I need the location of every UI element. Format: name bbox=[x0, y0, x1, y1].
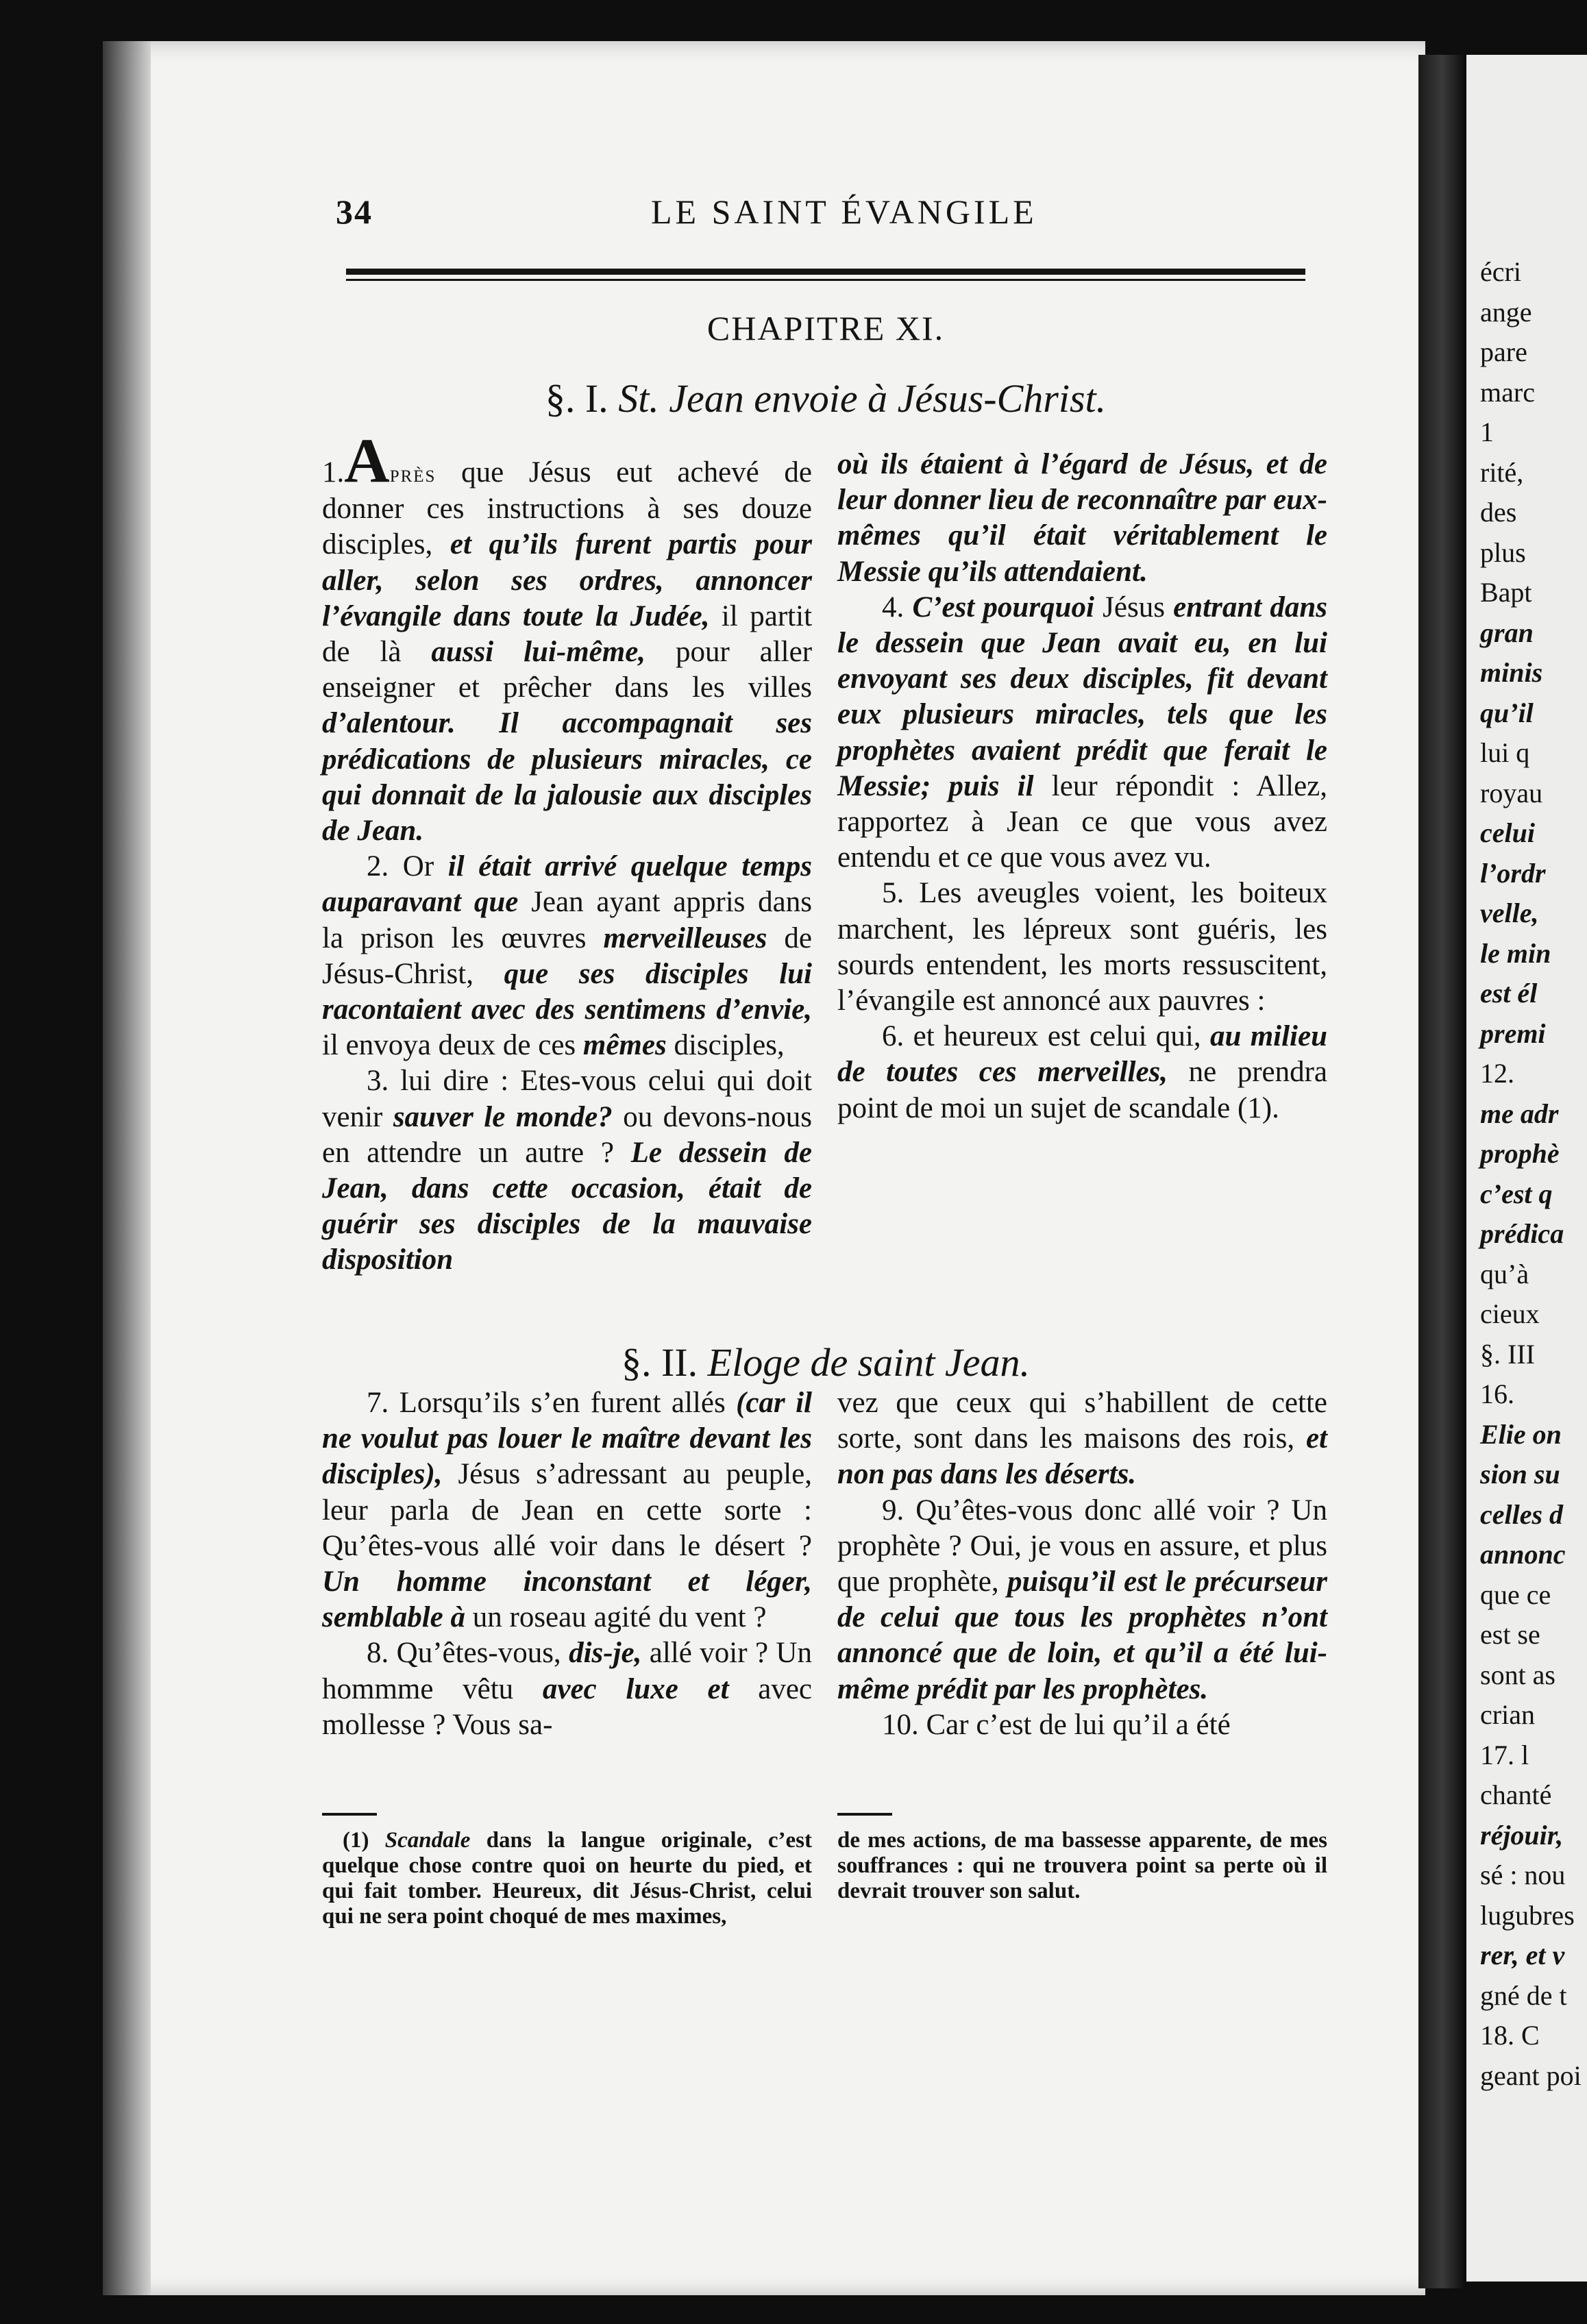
verse-8 bbox=[322, 1635, 812, 1743]
footnote-marker: (1) bbox=[343, 1828, 369, 1853]
verse-text: Jean ayant appris dans la prison les œuvres bbox=[322, 886, 812, 954]
footnote-left bbox=[322, 1828, 812, 1929]
page-fold-shadow bbox=[1418, 55, 1466, 2288]
facing-page-line: gran bbox=[1480, 617, 1534, 648]
facing-page-line: velle, bbox=[1480, 898, 1539, 928]
facing-page-line: réjouir, bbox=[1480, 1819, 1564, 1851]
verse-3-continued bbox=[837, 447, 1327, 590]
verse-text: 8. Qu’êtes-vous, bbox=[367, 1637, 561, 1670]
verse-8-continued bbox=[837, 1385, 1327, 1493]
verse-text: 10. Car c’est de lui qu’il a été bbox=[882, 1708, 1231, 1741]
verse-text: ou devons-nous en attendre un autre ? bbox=[322, 1100, 813, 1169]
verse-text: 9. Qu’êtes-vous donc allé voir ? Un prophète ? Oui, je vous en assure, et plus que prophète, bbox=[837, 1494, 1327, 1598]
facing-page-line: est se bbox=[1480, 1619, 1540, 1650]
header-rule-thin bbox=[346, 279, 1305, 281]
facing-page-line: qu’à bbox=[1480, 1258, 1529, 1289]
facing-page-line: 17. l bbox=[1480, 1739, 1529, 1770]
facing-page-line: écri bbox=[1480, 256, 1521, 287]
verse-text: il envoya deux de ces bbox=[322, 1029, 576, 1062]
section-heading-1 bbox=[346, 375, 1305, 421]
column-right-top bbox=[837, 447, 1327, 1126]
footnote-body: de mes actions, de ma bassesse apparente, de mes souffrances : qui ne trouvera point sa perte où il devrait trouver son salut. bbox=[837, 1828, 1327, 1903]
page-number: 34 bbox=[336, 193, 373, 231]
facing-page-line: des bbox=[1480, 497, 1517, 528]
facing-page-line: sé : nou bbox=[1480, 1859, 1566, 1890]
footnote-term: Scandale bbox=[384, 1828, 471, 1853]
verse-7 bbox=[322, 1385, 812, 1635]
verse-text: allé voir ? Un hommme vêtu bbox=[322, 1637, 812, 1705]
verse-text: 4. bbox=[882, 591, 905, 623]
verse-text: de Jésus-Christ, bbox=[322, 922, 812, 990]
column-left-top bbox=[322, 425, 813, 1278]
verse-text: il partit de là bbox=[322, 599, 813, 669]
facing-page-line: plus bbox=[1480, 536, 1526, 568]
verse-text: 5. Les aveugles voient, les boiteux marchent, les lépreux sont guéris, les sourds entendent, les morts ressuscitent, l’évangile est annoncé aux pauvres : bbox=[837, 877, 1327, 1017]
commentary-text: (car il ne voulut pas louer le maître devant les disciples), bbox=[322, 1387, 812, 1491]
verse-text: un roseau agité du vent ? bbox=[472, 1601, 767, 1634]
facing-page-line: rer, et v bbox=[1480, 1940, 1565, 1970]
commentary-text: aussi lui-même, bbox=[431, 636, 646, 669]
facing-page-line: gné de t bbox=[1480, 1979, 1567, 2011]
running-header bbox=[336, 192, 1309, 247]
verse-4 bbox=[837, 590, 1327, 876]
commentary-text: sauver le monde? bbox=[393, 1100, 613, 1133]
verse-10 bbox=[837, 1707, 1327, 1743]
section-title: Eloge de saint Jean. bbox=[707, 1340, 1030, 1385]
verse-text: 7. Lorsqu’ils s’en furent allés bbox=[367, 1387, 726, 1419]
commentary-text: que ses disciples lui racontaient avec des sentimens d’envie, bbox=[322, 957, 813, 1026]
facing-page-line: Bapt bbox=[1480, 577, 1532, 608]
verse-text: Jésus bbox=[1103, 591, 1165, 623]
facing-page-line: 16. bbox=[1480, 1379, 1514, 1409]
facing-page-line: §. III bbox=[1480, 1338, 1535, 1370]
commentary-text: C’est pourquoi bbox=[912, 591, 1094, 623]
column-right-bottom bbox=[837, 1385, 1327, 1743]
chapter-title: CHAPITRE XI. bbox=[706, 309, 945, 347]
facing-page-line: cieux bbox=[1480, 1298, 1540, 1329]
page-binding-shadow bbox=[103, 41, 151, 2295]
facing-page-line: chanté bbox=[1480, 1779, 1552, 1810]
facing-page-line: sont as bbox=[1480, 1659, 1555, 1690]
footnote-text bbox=[322, 1828, 812, 1929]
verse-1 bbox=[322, 425, 813, 849]
verse-2 bbox=[322, 849, 812, 1063]
commentary-text: merveilleuses bbox=[603, 922, 767, 954]
facing-page-line: celui bbox=[1480, 817, 1535, 848]
facing-page-line: lui q bbox=[1480, 737, 1530, 768]
verse-number: 1. bbox=[322, 456, 345, 489]
verse-5 bbox=[837, 876, 1327, 1019]
facing-page-line: le min bbox=[1480, 937, 1551, 969]
commentary-text: dis-je, bbox=[569, 1637, 642, 1670]
footnote-right bbox=[837, 1828, 1327, 1904]
small-caps-text: près bbox=[389, 460, 436, 487]
facing-page-line: 12. bbox=[1480, 1058, 1514, 1089]
verse-text: Jésus s’adressant au peuple, leur parla de Jean en cette sorte : Qu’êtes-vous allé voir dans le désert ? bbox=[322, 1458, 812, 1562]
facing-page-line: geant poi bbox=[1480, 2060, 1582, 2091]
verse-9 bbox=[837, 1493, 1327, 1707]
section-number: §. I. bbox=[545, 376, 608, 421]
commentary-text: et qu’ils furent partis pour aller, selon ses ordres, annoncer l’évangile dans toute la Judée, bbox=[322, 528, 812, 632]
commentary-text: avec luxe et bbox=[542, 1672, 729, 1705]
facing-page-line: minis bbox=[1480, 657, 1543, 688]
facing-page-line: celles d bbox=[1480, 1498, 1564, 1530]
commentary-text: puisqu’il est le précurseur de celui que tous les prophètes n’ont annoncé que de loin, et qu’il a été lui-même prédit par les prophètes. bbox=[837, 1566, 1327, 1705]
verse-text: 6. et heureux est celui qui, bbox=[882, 1020, 1201, 1053]
verse-text: vez que ceux qui s’habillent de cette sorte, sont dans les maisons des rois, bbox=[837, 1387, 1327, 1455]
footnote-body: dans la langue originale, c’est quelque chose contre quoi on heurte du pied, et qui fait tomber. Heureux, dit Jésus-Christ, celui qui ne sera point choqué de mes maximes, bbox=[322, 1828, 812, 1929]
commentary-text: mêmes bbox=[582, 1029, 667, 1062]
header-rule-thick bbox=[346, 269, 1305, 275]
running-title: LE SAINT ÉVANGILE bbox=[651, 193, 1037, 231]
footnote-rule-right bbox=[837, 1813, 892, 1816]
facing-page-line: rité, bbox=[1480, 456, 1524, 488]
facing-page-line: ange bbox=[1480, 296, 1532, 327]
facing-page-line: que ce bbox=[1480, 1579, 1551, 1610]
facing-page-line: c’est q bbox=[1480, 1178, 1553, 1209]
facing-page-line: premi bbox=[1480, 1017, 1546, 1049]
facing-page-line: me adr bbox=[1480, 1098, 1559, 1129]
footnote-rule-left bbox=[322, 1813, 377, 1816]
verse-text: pour aller enseigner et prêcher dans les villes bbox=[322, 636, 813, 704]
facing-page-line: lugubres bbox=[1480, 1899, 1575, 1931]
verse-text: que Jésus eut achevé de donner ces instructions à ses douze disciples, bbox=[322, 456, 812, 561]
facing-page-line: crian bbox=[1480, 1699, 1535, 1730]
facing-page-line: est él bbox=[1480, 978, 1538, 1009]
verse-text: 3. lui dire : Etes-vous celui qui doit venir bbox=[322, 1065, 812, 1133]
facing-page-fragment bbox=[1466, 55, 1587, 2282]
commentary-text: d’alentour. Il accompagnait ses prédications de plusieurs miracles, ce qui donnait de la jalousie aux disciples de Jean. bbox=[322, 707, 812, 848]
commentary-text: entrant dans le dessein que Jean avait eu, en lui envoyant ses deux disciples, fit devant eux plusieurs miracles, tels que les prophètes avaient prédit que ferait le Messie; puis il bbox=[837, 591, 1328, 802]
verse-3 bbox=[322, 1063, 812, 1278]
facing-page-line: royau bbox=[1480, 777, 1543, 808]
commentary-text: et non pas dans les déserts. bbox=[837, 1422, 1328, 1491]
facing-page-line: 1 bbox=[1480, 417, 1494, 447]
section-number: §. II. bbox=[622, 1340, 698, 1385]
commentary-text: il était arrivé quelque temps auparavant que bbox=[322, 850, 813, 919]
facing-page-line: marc bbox=[1480, 376, 1535, 408]
column-left-bottom bbox=[322, 1385, 812, 1743]
section-title: St. Jean envoie à Jésus-Christ. bbox=[618, 376, 1107, 421]
commentary-text: Le dessein de Jean, dans cette occasion, était de guérir ses disciples de la mauvaise disposition bbox=[322, 1136, 813, 1276]
verse-text: leur répondit : Allez, rapportez à Jean ce que vous avez entendu et ce que vous avez vu. bbox=[837, 769, 1328, 874]
facing-page-line: sion su bbox=[1480, 1459, 1560, 1489]
verse-6 bbox=[837, 1019, 1327, 1126]
verse-text: disciples, bbox=[674, 1029, 785, 1062]
facing-page-line: 18. C bbox=[1480, 2020, 1540, 2051]
commentary-text: au milieu de toutes ces merveilles, bbox=[837, 1020, 1327, 1089]
drop-cap: A bbox=[344, 425, 390, 495]
facing-page-line: prédica bbox=[1480, 1218, 1564, 1249]
section-heading-2 bbox=[346, 1339, 1305, 1385]
verse-text: avec mollesse ? Vous sa- bbox=[322, 1672, 812, 1741]
verse-text: 2. Or bbox=[367, 850, 434, 883]
facing-page-line: l’ordr bbox=[1480, 857, 1546, 889]
facing-page-line: pare bbox=[1480, 336, 1527, 367]
facing-page-line: qu’il bbox=[1480, 697, 1534, 728]
facing-page-line: prophè bbox=[1480, 1138, 1560, 1169]
verse-text: ne prendra point de moi un sujet de scandale (1). bbox=[837, 1056, 1327, 1124]
commentary-text: où ils étaient à l’égard de Jésus, et de leur donner lieu de reconnaître par eux-mêmes qu’il était véritablement le Messie qu’ils attendaient. bbox=[837, 448, 1327, 588]
facing-page-line: annonc bbox=[1480, 1539, 1566, 1570]
commentary-text: Un homme inconstant et léger, semblable à bbox=[322, 1566, 812, 1634]
footnote-text bbox=[837, 1828, 1327, 1904]
facing-page-line: Elie on bbox=[1480, 1418, 1562, 1450]
